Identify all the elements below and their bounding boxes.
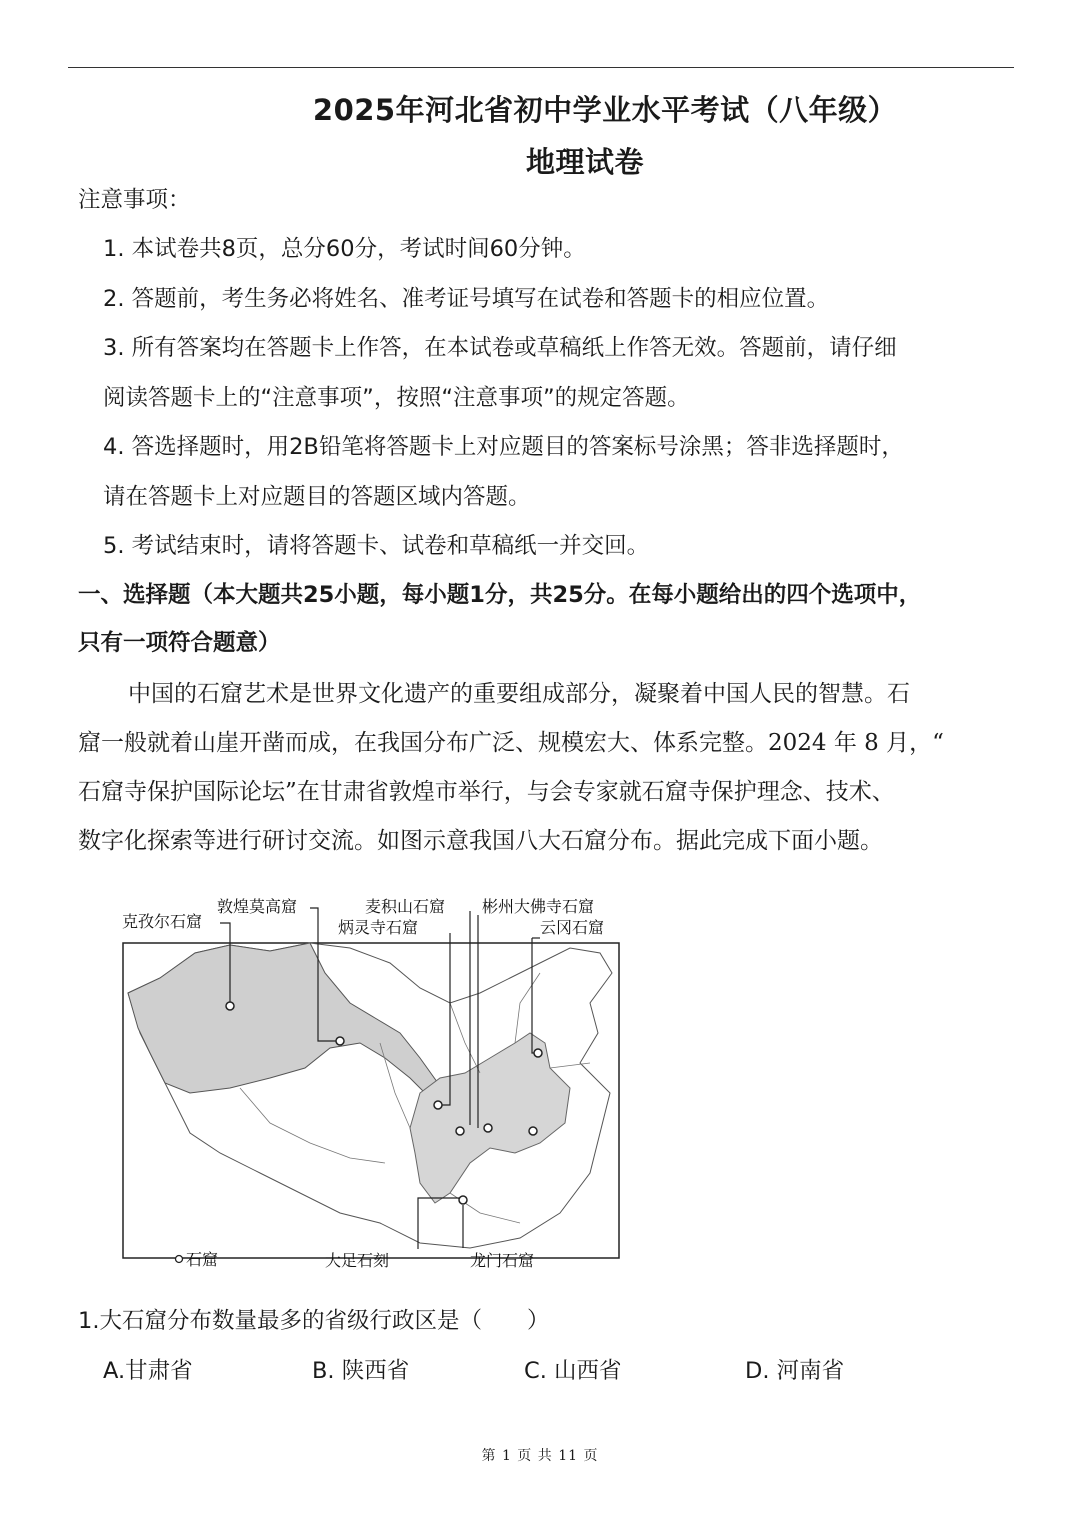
notice-item: 2. 答题前，考生务必将姓名、准考证号填写在试卷和答题卡的相应位置。 [103,286,830,312]
top-rule [68,67,1014,68]
notice-item: 4. 答选择题时，用2B铅笔将答题卡上对应题目的答案标号涂黑；答非选择题时， [103,434,904,460]
point-yungang [534,1049,542,1057]
option-c: C. 山西省 [524,1358,622,1384]
legend-label: 石窟 [186,1250,219,1269]
notice-item: 5. 考试结束时，请将答题卡、试卷和草稿纸一并交回。 [103,533,650,559]
label-maijishan: 麦积山石窟 [365,897,446,916]
point-longmen [529,1127,537,1135]
notice-item: 阅读答题卡上的“注意事项”，按照“注意事项”的规定答题。 [103,385,690,411]
point-binzhou [484,1124,492,1132]
legend-point [176,1256,183,1263]
label-kezier: 克孜尔石窟 [122,912,203,931]
grotto-distribution-map [120,893,630,1278]
section-heading: 一、选择题（本大题共25小题，每小题1分，共25分。在每小题给出的四个选项中， [78,582,922,608]
notice-item: 1. 本试卷共8页，总分60分，考试时间60分钟。 [103,236,586,262]
passage-line: 数字化探索等进行研讨交流。如图示意我国八大石窟分布。据此完成下面小题。 [78,828,883,854]
point-dazu [459,1196,467,1204]
notice-item: 3. 所有答案均在答题卡上作答，在本试卷或草稿纸上作答无效。答题前，请仔细 [103,335,897,361]
label-dunhuang: 敦煌莫高窟 [217,897,298,916]
label-yungang: 云冈石窟 [540,918,605,937]
point-dunhuang [336,1037,344,1045]
label-longmen: 龙门石窟 [470,1251,535,1270]
exam-title: 2025年河北省初中学业水平考试（八年级） [312,93,898,127]
passage-line: 石窟寺保护国际论坛”在甘肃省敦煌市举行，与会专家就石窟寺保护理念、技术、 [78,779,895,805]
point-maijishan [456,1127,464,1135]
point-kezier [226,1002,234,1010]
section-heading-cont: 只有一项符合题意） [78,630,281,656]
notice-heading: 注意事项： [78,187,191,213]
page-footer: 第 1 页 共 11 页 [481,1448,599,1464]
passage-line: 中国的石窟艺术是世界文化遗产的重要组成部分，凝聚着中国人民的智慧。石 [128,681,910,707]
label-dazu: 大足石刻 [325,1251,390,1270]
option-b: B. 陕西省 [312,1358,410,1384]
option-d: D. 河南省 [745,1358,845,1384]
label-binglingsi: 炳灵寺石窟 [338,918,419,937]
notice-item: 请在答题卡上对应题目的答题区域内答题。 [103,484,531,510]
question-stem: 1.大石窟分布数量最多的省级行政区是（ ） [78,1308,550,1334]
option-a: A.甘肃省 [103,1358,193,1384]
point-binglingsi [434,1101,442,1109]
label-binzhou: 彬州大佛寺石窟 [482,897,595,916]
passage-line: 窟一般就着山崖开凿而成，在我国分布广泛、规模宏大、体系完整。2024 年 8 月，“ [78,730,944,756]
exam-subtitle: 地理试卷 [525,145,644,179]
